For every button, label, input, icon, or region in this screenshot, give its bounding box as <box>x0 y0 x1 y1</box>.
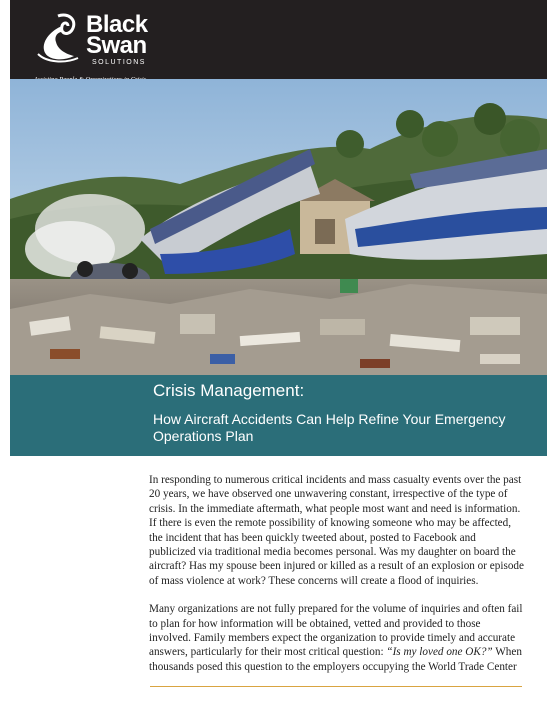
logo-word-black: Black <box>86 11 148 38</box>
title-band <box>10 375 547 456</box>
paragraph-2 <box>149 602 524 674</box>
header-bar <box>10 0 547 79</box>
title-subheading: How Aircraft Accidents Can Help Refine Your Emergency Operations Plan <box>153 411 506 444</box>
hero-photo-aircraft-wreckage <box>10 79 547 375</box>
article-body <box>149 473 524 688</box>
logo-word-swan: Swan <box>86 32 147 59</box>
footer-divider <box>150 686 522 687</box>
black-swan-logo <box>32 10 182 74</box>
title-heading: Crisis Management: <box>153 381 305 400</box>
paragraph-1: In responding to numerous critical incidents and mass casualty events over the past 20 years, we have observed one unwavering constant, irrespective of the type of crisis. In the immediate aftermath, what people most want and need is information. If there is even the remote possibility of knowing someone who may be affected, the incident that has been quickly tweeted about, posted to Facebook and publicized via traditional media becomes personal. Was my daughter on board the aircraft? Has my spouse been injured or killed as a result of an explosion or episode of mass violence at work? These concerns will create a flood of inquiries. <box>149 474 524 587</box>
paragraph-2-continued: When thousands posed this question to the employers occupying the World Trade Center <box>149 646 522 673</box>
paragraph-2-text: Many organizations are not fully prepared for the volume of inquiries and often fail to plan for how information will be obtained, vetted and provided to those involved. Family members expect the organization to provide timely and accurate answers, particularly for their most critical question: <box>149 603 523 659</box>
paragraph-2-quote: “Is my loved one OK?” <box>386 646 493 659</box>
logo-word-solutions: SOLUTIONS <box>92 59 146 66</box>
swan-icon <box>32 10 82 66</box>
